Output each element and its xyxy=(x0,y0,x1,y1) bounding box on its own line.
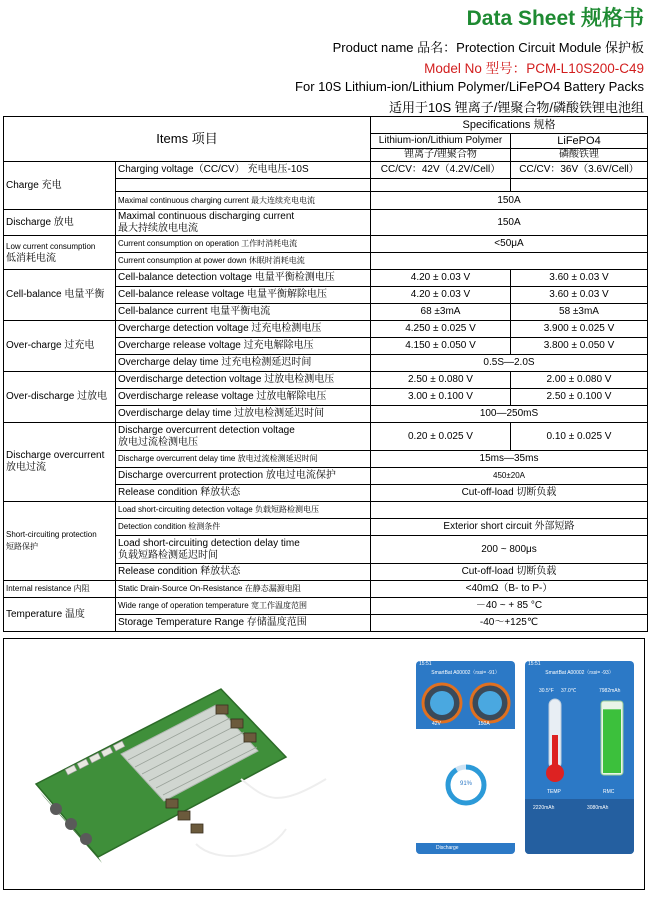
item-current-operation: Current consumption on operation 工作时消耗电流 xyxy=(116,236,371,253)
item-short-delay-cn: 负载短路检测延迟时间 xyxy=(118,549,218,561)
cat-discharge: Discharge 放电 xyxy=(4,210,116,236)
cat-overcharge: Over-charge 过充电 xyxy=(4,321,116,372)
cycle-capacity: 2220mAh xyxy=(533,805,555,811)
val-overdischarge-release-fe: 2.50 ± 0.100 V xyxy=(511,389,648,406)
product-photo-area xyxy=(3,638,645,890)
val-discharging-current: 150A xyxy=(371,210,648,236)
val-balance-release-li: 4.20 ± 0.03 V xyxy=(371,287,511,304)
rmc-label: RMC xyxy=(603,789,615,795)
item-discharging-current-en: Maximal continuous discharging current xyxy=(118,210,295,222)
product-name xyxy=(333,37,644,56)
item-dis-overcurrent-delay: Discharge overcurrent delay time 放电过流检测延迟时间 xyxy=(116,451,371,468)
thermo-battery-graphic xyxy=(539,695,629,787)
val-overcharge-detection-li: 4.250 ± 0.025 V xyxy=(371,321,511,338)
val-dis-overcurrent-release: Cut-off-load 切断负载 xyxy=(371,485,648,502)
val-overcharge-release-li: 4.150 ± 0.050 V xyxy=(371,338,511,355)
item-overcharge-release: Overcharge release voltage 过充电解除电压 xyxy=(116,338,371,355)
col-fe-cn: 磷酸铁锂 xyxy=(511,149,648,162)
phone-screen-left xyxy=(416,661,515,854)
pcb-board-image xyxy=(26,659,356,864)
val-dis-overcurrent-detection-fe: 0.10 ± 0.025 V xyxy=(511,423,648,451)
val-charging-voltage-li: CC/CV：42V（4.2V/Cell） xyxy=(371,162,511,179)
item-short-condition: Detection condition 检测条件 xyxy=(116,519,371,536)
val-charging-current: 150A xyxy=(371,192,648,210)
discharge-label: Discharge xyxy=(436,845,459,851)
item-short-release: Release condition 释放状态 xyxy=(116,564,371,581)
item-charging-current: Maximal continuous charging current 最大连续充电电流 xyxy=(116,192,371,210)
specs-header: Specifications 规格 xyxy=(371,117,648,134)
soc-percent: 91% xyxy=(459,781,472,787)
val-charging-voltage-fe: CC/CV：36V（3.6V/Cell） xyxy=(511,162,648,179)
val-balance-release-fe: 3.60 ± 0.03 V xyxy=(511,287,648,304)
cat-discharge-overcurrent-cn: 放电过流 xyxy=(6,462,46,473)
item-on-resistance: Static Drain-Source On-Resistance 在静态漏源电阻 xyxy=(116,581,371,598)
val-overcharge-detection-fe: 3.900 ± 0.025 V xyxy=(511,321,648,338)
cat-low-current xyxy=(4,236,116,270)
val-overdischarge-delay: 100—250mS xyxy=(371,406,648,423)
item-overdischarge-release: Overdischarge release voltage 过放电解除电压 xyxy=(116,389,371,406)
temp-celsius: 37.0℃ xyxy=(561,688,577,694)
item-balance-current: Cell-balance current 电量平衡电流 xyxy=(116,304,371,321)
item-current-power-down: Current consumption at power down 休眠时消耗电流 xyxy=(116,253,371,270)
val-dis-overcurrent-detection-li: 0.20 ± 0.025 V xyxy=(371,423,511,451)
item-short-voltage: Load short-circuiting detection voltage 负载短路检测电压 xyxy=(116,502,371,519)
item-discharging-current-cn: 最大持续放电电流 xyxy=(118,222,198,234)
items-header: Items 项目 xyxy=(4,117,371,162)
val-on-resistance: <40mΩ（B- to P-） xyxy=(371,581,648,598)
model-label: Model No 型号： xyxy=(424,61,527,76)
item-overcharge-detection: Overcharge detection voltage 过充电检测电压 xyxy=(116,321,371,338)
status-time-left: 15:51 xyxy=(419,661,432,667)
page-title: Data Sheet 规格书 xyxy=(466,7,644,30)
val-dis-overcurrent-delay: 15ms—35ms xyxy=(371,451,648,468)
item-short-delay-en: Load short-circuiting detection delay time xyxy=(118,537,300,549)
model-number xyxy=(424,57,644,77)
item-balance-release: Cell-balance release voltage 电量平衡解除电压 xyxy=(116,287,371,304)
cat-overdischarge: Over-discharge 过放电 xyxy=(4,372,116,423)
cat-short-circuit-cn: 短路保护 xyxy=(6,542,38,551)
applicable-packs-en: For 10S Lithium-ion/Lithium Polymer/LiFePO4 Battery Packs xyxy=(295,79,644,94)
val-overcharge-release-fe: 3.800 ± 0.050 V xyxy=(511,338,648,355)
val-overcharge-delay: 0.5S—2.0S xyxy=(371,355,648,372)
val-balance-detection-fe: 3.60 ± 0.03 V xyxy=(511,270,648,287)
item-charging-voltage: Charging voltage（CC/CV） 充电电压-10S xyxy=(116,162,371,179)
capacity-reading: 7982mAh xyxy=(599,688,621,694)
val-storage-temperature: -40～+125℃ xyxy=(371,615,648,632)
product-label: Product name 品名： xyxy=(332,40,457,55)
val-balance-current-li: 68 ±3mA xyxy=(371,304,511,321)
val-short-condition: Exterior short circuit 外部短路 xyxy=(371,519,648,536)
item-overcharge-delay: Overcharge delay time 过充电检测延迟时间 xyxy=(116,355,371,372)
cat-low-current-cn: 低消耗电流 xyxy=(6,252,56,264)
applicable-packs-cn: 适用于10S 锂离子/锂聚合物/磷酸铁锂电池组 xyxy=(389,100,644,115)
val-operation-temperature: －40 ~ + 85 °C xyxy=(371,598,648,615)
val-short-delay: 200 ~ 800μs xyxy=(371,536,648,564)
device-title-right: SmartBat A00002（rssi= -93） xyxy=(545,670,614,676)
col-li-cn: 锂离子/锂聚合物 xyxy=(371,149,511,162)
val-balance-current-fe: 58 ±3mA xyxy=(511,304,648,321)
item-dis-overcurrent-detection-cn: 放电过流检测电压 xyxy=(118,436,198,448)
temp-label: TEMP xyxy=(547,789,561,795)
cat-internal-resistance: Internal resistance 内阻 xyxy=(4,581,116,598)
cat-short-circuit-en: Short-circuiting protection xyxy=(6,530,97,539)
phone-screen-right xyxy=(525,661,634,854)
val-short-release: Cut-off-load 切断负载 xyxy=(371,564,648,581)
item-dis-overcurrent-release: Release condition 释放状态 xyxy=(116,485,371,502)
cat-short-circuit xyxy=(4,502,116,581)
full-capacity: 3080mAh xyxy=(587,805,609,811)
val-overdischarge-detection-li: 2.50 ± 0.080 V xyxy=(371,372,511,389)
col-li-en: Lithium-ion/Lithium Polymer xyxy=(371,134,511,149)
gauge-current-value: 150A xyxy=(478,721,490,727)
val-short-voltage xyxy=(371,502,648,519)
val-current-operation: <50μA xyxy=(371,236,648,253)
cat-charge: Charge 充电 xyxy=(4,162,116,210)
temp-reading: 30.5°F xyxy=(539,688,554,694)
cat-discharge-overcurrent-en: Discharge overcurrent xyxy=(6,450,105,461)
cat-cell-balance: Cell-balance 电量平衡 xyxy=(4,270,116,321)
val-current-power-down xyxy=(371,253,648,270)
product-value: Protection Circuit Module 保护板 xyxy=(456,40,644,55)
val-balance-detection-li: 4.20 ± 0.03 V xyxy=(371,270,511,287)
item-operation-temperature: Wide range of operation temperature 宽工作温度范围 xyxy=(116,598,371,615)
val-dis-overcurrent-protection: 450±20A xyxy=(371,468,648,485)
item-overdischarge-detection: Overdischarge detection voltage 过放电检测电压 xyxy=(116,372,371,389)
item-dis-overcurrent-protection: Discharge overcurrent protection 放电过电流保护 xyxy=(116,468,371,485)
cat-low-current-en: Low current consumption xyxy=(6,241,96,251)
cat-temperature: Temperature 温度 xyxy=(4,598,116,632)
device-title-left: SmartBat A00002（rssi= -91） xyxy=(431,670,500,676)
spec-table xyxy=(3,116,648,632)
col-fe-en: LiFePO4 xyxy=(511,134,648,149)
item-balance-detection: Cell-balance detection voltage 电量平衡检测电压 xyxy=(116,270,371,287)
item-discharging-current xyxy=(116,210,371,236)
item-dis-overcurrent-detection-en: Discharge overcurrent detection voltage xyxy=(118,424,295,436)
item-short-delay xyxy=(116,536,371,564)
item-dis-overcurrent-detection xyxy=(116,423,371,451)
cat-discharge-overcurrent xyxy=(4,423,116,502)
status-time-right: 15:51 xyxy=(528,661,541,667)
gauges-left xyxy=(420,681,512,725)
model-value: PCM-L10S200-C49 xyxy=(526,61,644,76)
val-overdischarge-release-li: 3.00 ± 0.100 V xyxy=(371,389,511,406)
val-overdischarge-detection-fe: 2.00 ± 0.080 V xyxy=(511,372,648,389)
item-storage-temperature: Storage Temperature Range 存储温度范围 xyxy=(116,615,371,632)
gauge-voltage-value: 42V xyxy=(432,721,441,727)
item-overdischarge-delay: Overdischarge delay time 过放电检测延迟时间 xyxy=(116,406,371,423)
